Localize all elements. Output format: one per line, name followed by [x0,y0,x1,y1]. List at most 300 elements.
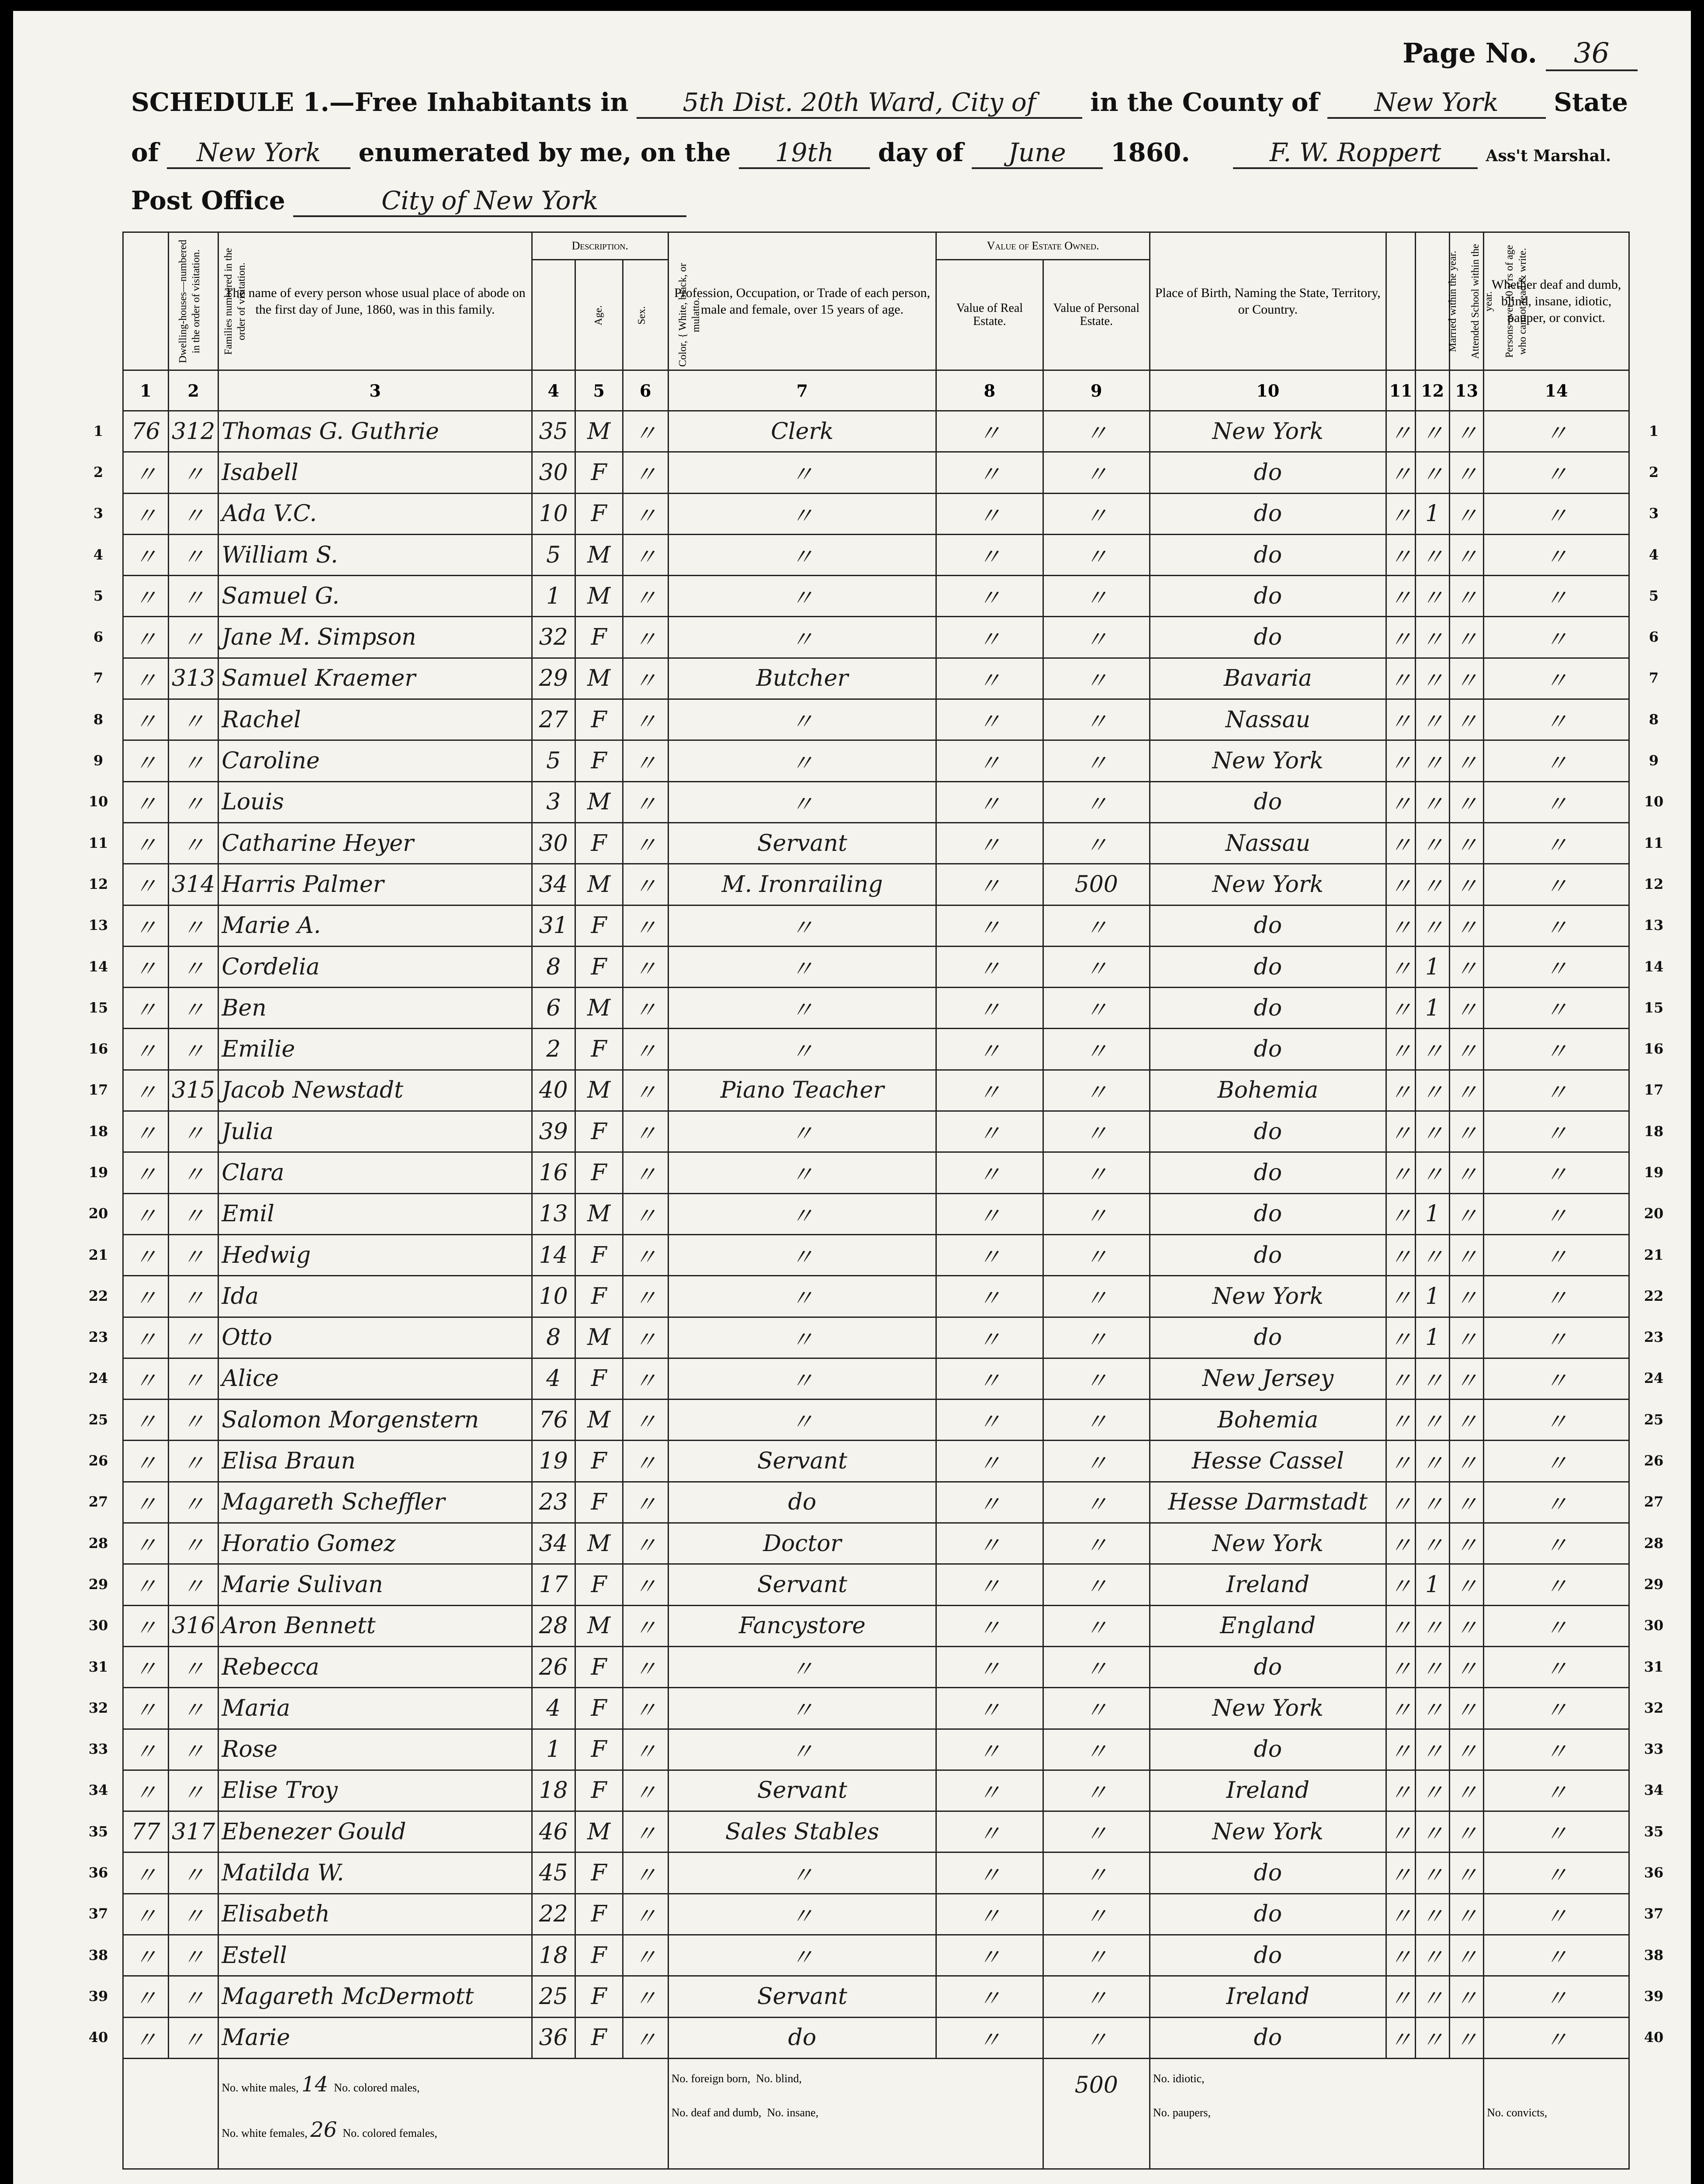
personal-estate-cell: 〃 [1043,1935,1150,1976]
condition-cell: 〃 [1484,988,1629,1029]
table-row [123,1070,1629,1111]
real-estate-cell: 〃 [936,493,1043,534]
married-cell: 〃 [1386,452,1416,493]
real-estate-cell: 〃 [936,1976,1043,2017]
color-cell: 〃 [623,1729,668,1770]
condition-cell: 〃 [1484,1317,1629,1358]
table-row [123,576,1629,617]
dwelling-cell: 〃 [123,1441,169,1482]
real-estate-cell: 〃 [936,1688,1043,1729]
color-cell: 〃 [623,1976,668,2017]
birthplace-cell: do [1150,988,1386,1029]
married-cell: 〃 [1386,1852,1416,1894]
name-cell: Samuel G. [218,576,532,617]
sex-cell: F [575,822,623,864]
name-cell: Hedwig [218,1234,532,1275]
family-cell: 〃 [168,905,218,946]
condition-cell: 〃 [1484,1070,1629,1111]
birthplace-cell: Ireland [1150,1564,1386,1605]
occupation-cell: 〃 [668,699,936,740]
real-estate-cell: 〃 [936,946,1043,987]
census-table [122,232,1630,2170]
condition-cell: 〃 [1484,1111,1629,1152]
line-number: 1 [93,422,104,439]
condition-cell: 〃 [1484,1029,1629,1070]
line-number: 27 [88,1493,108,1510]
birthplace-cell: Nassau [1150,822,1386,864]
name-cell: Samuel Kraemer [218,658,532,699]
school-cell: 〃 [1416,1852,1450,1894]
age-cell: 6 [532,988,575,1029]
birthplace-cell: Ireland [1150,1770,1386,1811]
table-row [123,988,1629,1029]
line-number: 22 [1644,1287,1664,1304]
line-number: 38 [88,1946,108,1963]
line-number: 18 [1644,1123,1664,1140]
birthplace-cell: Bohemia [1150,1070,1386,1111]
age-cell: 14 [532,1234,575,1275]
color-cell: 〃 [623,905,668,946]
age-cell: 30 [532,452,575,493]
birthplace-cell: New York [1150,411,1386,452]
married-cell: 〃 [1386,1317,1416,1358]
school-cell: 〃 [1416,1688,1450,1729]
married-cell: 〃 [1386,1523,1416,1564]
sex-cell: F [575,1152,623,1193]
color-cell: 〃 [623,988,668,1029]
line-number: 21 [88,1246,108,1263]
color-cell: 〃 [623,699,668,740]
white-females-value: 26 [310,2117,337,2142]
blind-label: No. blind, [756,2072,802,2085]
occupation-cell: 〃 [668,781,936,822]
sex-cell: M [575,1317,623,1358]
table-row [123,1482,1629,1523]
sex-cell: M [575,1193,623,1234]
real-estate-cell: 〃 [936,658,1043,699]
color-cell: 〃 [623,576,668,617]
line-number: 38 [1644,1946,1664,1963]
birthplace-cell: do [1150,1234,1386,1275]
col-header-dwelling: Dwelling-houses—numbered in the order of visitation. [123,232,169,370]
school-cell: 〃 [1416,740,1450,781]
family-cell: 〃 [168,946,218,987]
line-number: 29 [1644,1576,1664,1593]
sex-cell: F [575,1976,623,2017]
illiterate-cell: 〃 [1450,1317,1484,1358]
name-cell: Estell [218,1935,532,1976]
school-cell: 〃 [1416,781,1450,822]
family-cell: 315 [168,1070,218,1111]
name-cell: William S. [218,534,532,575]
family-cell: 〃 [168,822,218,864]
line-number: 31 [1644,1658,1664,1675]
age-cell: 28 [532,1605,575,1646]
real-estate-cell: 〃 [936,1770,1043,1811]
line-number: 24 [1644,1370,1664,1387]
table-row [123,1729,1629,1770]
table-row [123,1441,1629,1482]
occupation-cell: Servant [668,822,936,864]
birthplace-cell: New York [1150,1523,1386,1564]
married-cell: 〃 [1386,1688,1416,1729]
real-estate-cell: 〃 [936,1646,1043,1687]
married-cell: 〃 [1386,493,1416,534]
color-cell: 〃 [623,1152,668,1193]
line-number: 18 [88,1123,108,1140]
school-cell: 〃 [1416,1400,1450,1441]
table-row [123,1234,1629,1275]
header-line-1 [131,87,1628,119]
school-cell: 〃 [1416,1029,1450,1070]
column-number: 5 [575,370,623,411]
line-number: 21 [1644,1246,1664,1263]
name-cell: Aron Bennett [218,1605,532,1646]
real-estate-cell: 〃 [936,1811,1043,1852]
real-estate-cell: 〃 [936,1729,1043,1770]
line-number: 4 [93,546,104,563]
col-header-family: Families numbered in the order of visitation. [168,232,218,370]
married-cell: 〃 [1386,1029,1416,1070]
birthplace-cell: New York [1150,740,1386,781]
personal-estate-cell: 500 [1043,864,1150,905]
age-cell: 16 [532,1152,575,1193]
family-cell: 〃 [168,1770,218,1811]
age-cell: 3 [532,781,575,822]
married-cell: 〃 [1386,740,1416,781]
family-cell: 〃 [168,988,218,1029]
occupation-cell: do [668,2017,936,2058]
condition-cell: 〃 [1484,1193,1629,1234]
name-cell: Catharine Heyer [218,822,532,864]
school-cell: 〃 [1416,1729,1450,1770]
enumerated-label: enumerated by me, on the [358,138,731,167]
condition-cell: 〃 [1484,1441,1629,1482]
line-number: 28 [1644,1534,1664,1552]
birthplace-cell: New York [1150,864,1386,905]
state-label: State [1554,87,1628,117]
illiterate-cell: 〃 [1450,864,1484,905]
name-cell: Jane M. Simpson [218,617,532,658]
age-cell: 34 [532,1523,575,1564]
real-estate-cell: 〃 [936,1070,1043,1111]
dwelling-cell: 〃 [123,1358,169,1399]
birthplace-cell: do [1150,905,1386,946]
age-cell: 22 [532,1894,575,1935]
real-estate-cell: 〃 [936,1605,1043,1646]
line-number: 3 [93,505,104,522]
personal-estate-cell: 〃 [1043,617,1150,658]
sex-cell: M [575,1523,623,1564]
school-cell: 1 [1416,988,1450,1029]
occupation-cell: 〃 [668,617,936,658]
occupation-cell: 〃 [668,1234,936,1275]
married-cell: 〃 [1386,1193,1416,1234]
name-cell: Marie A. [218,905,532,946]
table-row [123,1193,1629,1234]
age-cell: 26 [532,1646,575,1687]
personal-estate-cell: 〃 [1043,1193,1150,1234]
color-cell: 〃 [623,1894,668,1935]
age-cell: 8 [532,946,575,987]
dwelling-cell: 〃 [123,1276,169,1317]
family-cell: 316 [168,1605,218,1646]
table-row [123,1894,1629,1935]
color-cell: 〃 [623,1811,668,1852]
sex-cell: M [575,1811,623,1852]
name-cell: Magareth McDermott [218,1976,532,2017]
totals-blank [123,2058,218,2169]
occupation-cell: 〃 [668,1317,936,1358]
school-cell: 〃 [1416,864,1450,905]
line-number: 23 [1644,1329,1664,1346]
married-cell: 〃 [1386,1811,1416,1852]
illiterate-cell: 〃 [1450,411,1484,452]
name-cell: Matilda W. [218,1852,532,1894]
line-number: 32 [1644,1699,1664,1716]
table-row [123,1400,1629,1441]
name-cell: Marie Sulivan [218,1564,532,1605]
col-header-illiterate: Persons over 20 y'rs of age who cannot read & write. [1450,232,1484,370]
school-cell: 〃 [1416,1935,1450,1976]
table-row [123,534,1629,575]
line-number: 16 [1644,1040,1664,1057]
family-cell: 〃 [168,576,218,617]
month-value: June [972,138,1103,169]
occupation-cell: Butcher [668,658,936,699]
totals-white [218,2058,668,2169]
color-cell: 〃 [623,1688,668,1729]
condition-cell: 〃 [1484,740,1629,781]
family-cell: 〃 [168,1976,218,2017]
birthplace-cell: Bavaria [1150,658,1386,699]
occupation-cell: Fancystore [668,1605,936,1646]
real-estate-cell: 〃 [936,1894,1043,1935]
table-row [123,1688,1629,1729]
marshal-signature: F. W. Roppert [1233,138,1478,169]
family-cell: 〃 [168,1400,218,1441]
real-estate-cell: 〃 [936,1029,1043,1070]
header-line-2 [131,138,1611,169]
condition-cell: 〃 [1484,1152,1629,1193]
day-label: day of [878,138,964,167]
page-number [1403,37,1638,71]
col-header-description: Description. [532,232,668,260]
personal-estate-cell: 〃 [1043,576,1150,617]
illiterate-cell: 〃 [1450,1276,1484,1317]
illiterate-cell: 〃 [1450,740,1484,781]
sex-cell: F [575,452,623,493]
dwelling-cell: 〃 [123,946,169,987]
name-cell: Caroline [218,740,532,781]
color-cell: 〃 [623,946,668,987]
name-cell: Horatio Gomez [218,1523,532,1564]
name-cell: Alice [218,1358,532,1399]
name-cell: Clara [218,1152,532,1193]
illiterate-cell: 〃 [1450,534,1484,575]
illiterate-cell: 〃 [1450,946,1484,987]
personal-estate-cell: 〃 [1043,905,1150,946]
line-number: 36 [88,1864,108,1881]
occupation-cell: Servant [668,1976,936,2017]
condition-cell: 〃 [1484,1646,1629,1687]
age-cell: 1 [532,576,575,617]
color-cell: 〃 [623,781,668,822]
line-number: 5 [1649,587,1659,604]
illiterate-cell: 〃 [1450,1400,1484,1441]
personal-estate-cell: 〃 [1043,452,1150,493]
illiterate-cell: 〃 [1450,452,1484,493]
age-cell: 45 [532,1852,575,1894]
age-cell: 18 [532,1770,575,1811]
sex-cell: F [575,1441,623,1482]
name-cell: Julia [218,1111,532,1152]
family-cell: 〃 [168,1482,218,1523]
color-cell: 〃 [623,411,668,452]
table-row [123,1935,1629,1976]
age-cell: 4 [532,1358,575,1399]
line-number: 14 [1644,958,1664,975]
occupation-cell: 〃 [668,905,936,946]
name-cell: Harris Palmer [218,864,532,905]
table-row [123,740,1629,781]
married-cell: 〃 [1386,1646,1416,1687]
age-cell: 25 [532,1976,575,2017]
sex-cell: M [575,988,623,1029]
family-cell: 312 [168,411,218,452]
married-cell: 〃 [1386,1770,1416,1811]
dwelling-cell: 〃 [123,1111,169,1152]
age-cell: 4 [532,1688,575,1729]
sex-cell: F [575,617,623,658]
line-number: 10 [88,793,108,810]
school-cell: 〃 [1416,1441,1450,1482]
family-cell: 〃 [168,699,218,740]
occupation-cell: 〃 [668,1029,936,1070]
condition-cell: 〃 [1484,864,1629,905]
birthplace-cell: do [1150,781,1386,822]
dwelling-cell: 〃 [123,1317,169,1358]
real-estate-cell: 〃 [936,617,1043,658]
real-estate-cell: 〃 [936,1523,1043,1564]
color-cell: 〃 [623,452,668,493]
color-cell: 〃 [623,1523,668,1564]
condition-cell: 〃 [1484,2017,1629,2058]
condition-cell: 〃 [1484,1688,1629,1729]
line-number: 7 [93,670,104,687]
dwelling-cell: 〃 [123,1400,169,1441]
line-number: 35 [88,1823,108,1840]
family-cell: 〃 [168,493,218,534]
line-number: 26 [1644,1452,1664,1469]
line-number: 17 [1644,1082,1664,1099]
age-cell: 30 [532,822,575,864]
sex-cell: M [575,576,623,617]
occupation-cell: do [668,1482,936,1523]
line-number: 27 [1644,1493,1664,1510]
family-cell: 〃 [168,452,218,493]
sex-cell: F [575,1729,623,1770]
line-number: 37 [1644,1905,1664,1922]
table-row [123,864,1629,905]
age-cell: 5 [532,534,575,575]
column-number: 13 [1450,370,1484,411]
color-cell: 〃 [623,1070,668,1111]
condition-cell: 〃 [1484,411,1629,452]
birthplace-cell: do [1150,1152,1386,1193]
day-value: 19th [739,138,870,169]
table-row [123,1770,1629,1811]
dwelling-cell: 〃 [123,1482,169,1523]
line-number: 12 [88,875,108,892]
sex-cell: M [575,411,623,452]
married-cell: 〃 [1386,699,1416,740]
table-row [123,1111,1629,1152]
school-cell: 〃 [1416,699,1450,740]
line-number: 9 [93,752,104,769]
sex-cell: F [575,1358,623,1399]
illiterate-cell: 〃 [1450,1070,1484,1111]
family-cell: 313 [168,658,218,699]
line-number: 16 [88,1040,108,1057]
personal-estate-cell: 〃 [1043,1976,1150,2017]
age-cell: 10 [532,493,575,534]
table-row [123,822,1629,864]
sex-cell: M [575,658,623,699]
personal-estate-total: 500 [1074,2072,1118,2098]
col-header-name: The name of every person whose usual place of abode on the first day of June, 1860, was in this family. [218,232,532,370]
state-value: New York [167,138,350,169]
real-estate-cell: 〃 [936,1400,1043,1441]
married-cell: 〃 [1386,1935,1416,1976]
personal-estate-cell: 〃 [1043,2017,1150,2058]
color-cell: 〃 [623,1193,668,1234]
occupation-cell: 〃 [668,1152,936,1193]
real-estate-cell: 〃 [936,905,1043,946]
table-row [123,1976,1629,2017]
condition-cell: 〃 [1484,1894,1629,1935]
school-cell: 〃 [1416,1605,1450,1646]
personal-estate-cell: 〃 [1043,1070,1150,1111]
column-number: 4 [532,370,575,411]
illiterate-cell: 〃 [1450,988,1484,1029]
married-cell: 〃 [1386,1400,1416,1441]
name-cell: Ada V.C. [218,493,532,534]
personal-estate-cell: 〃 [1043,1358,1150,1399]
married-cell: 〃 [1386,1358,1416,1399]
personal-estate-cell: 〃 [1043,699,1150,740]
real-estate-cell: 〃 [936,1852,1043,1894]
dwelling-cell: 〃 [123,1976,169,2017]
name-cell: Emil [218,1193,532,1234]
dwelling-cell: 〃 [123,534,169,575]
real-estate-cell: 〃 [936,781,1043,822]
dwelling-cell: 〃 [123,1234,169,1275]
occupation-cell: 〃 [668,1894,936,1935]
table-row [123,699,1629,740]
page-number-value: 36 [1546,37,1638,71]
married-cell: 〃 [1386,1441,1416,1482]
personal-estate-cell: 〃 [1043,1152,1150,1193]
real-estate-cell: 〃 [936,740,1043,781]
dwelling-cell: 〃 [123,1152,169,1193]
color-cell: 〃 [623,1029,668,1070]
dwelling-cell: 〃 [123,617,169,658]
table-row [123,1564,1629,1605]
line-number: 24 [88,1370,108,1387]
line-number: 33 [1644,1741,1664,1758]
dwelling-cell: 〃 [123,1193,169,1234]
